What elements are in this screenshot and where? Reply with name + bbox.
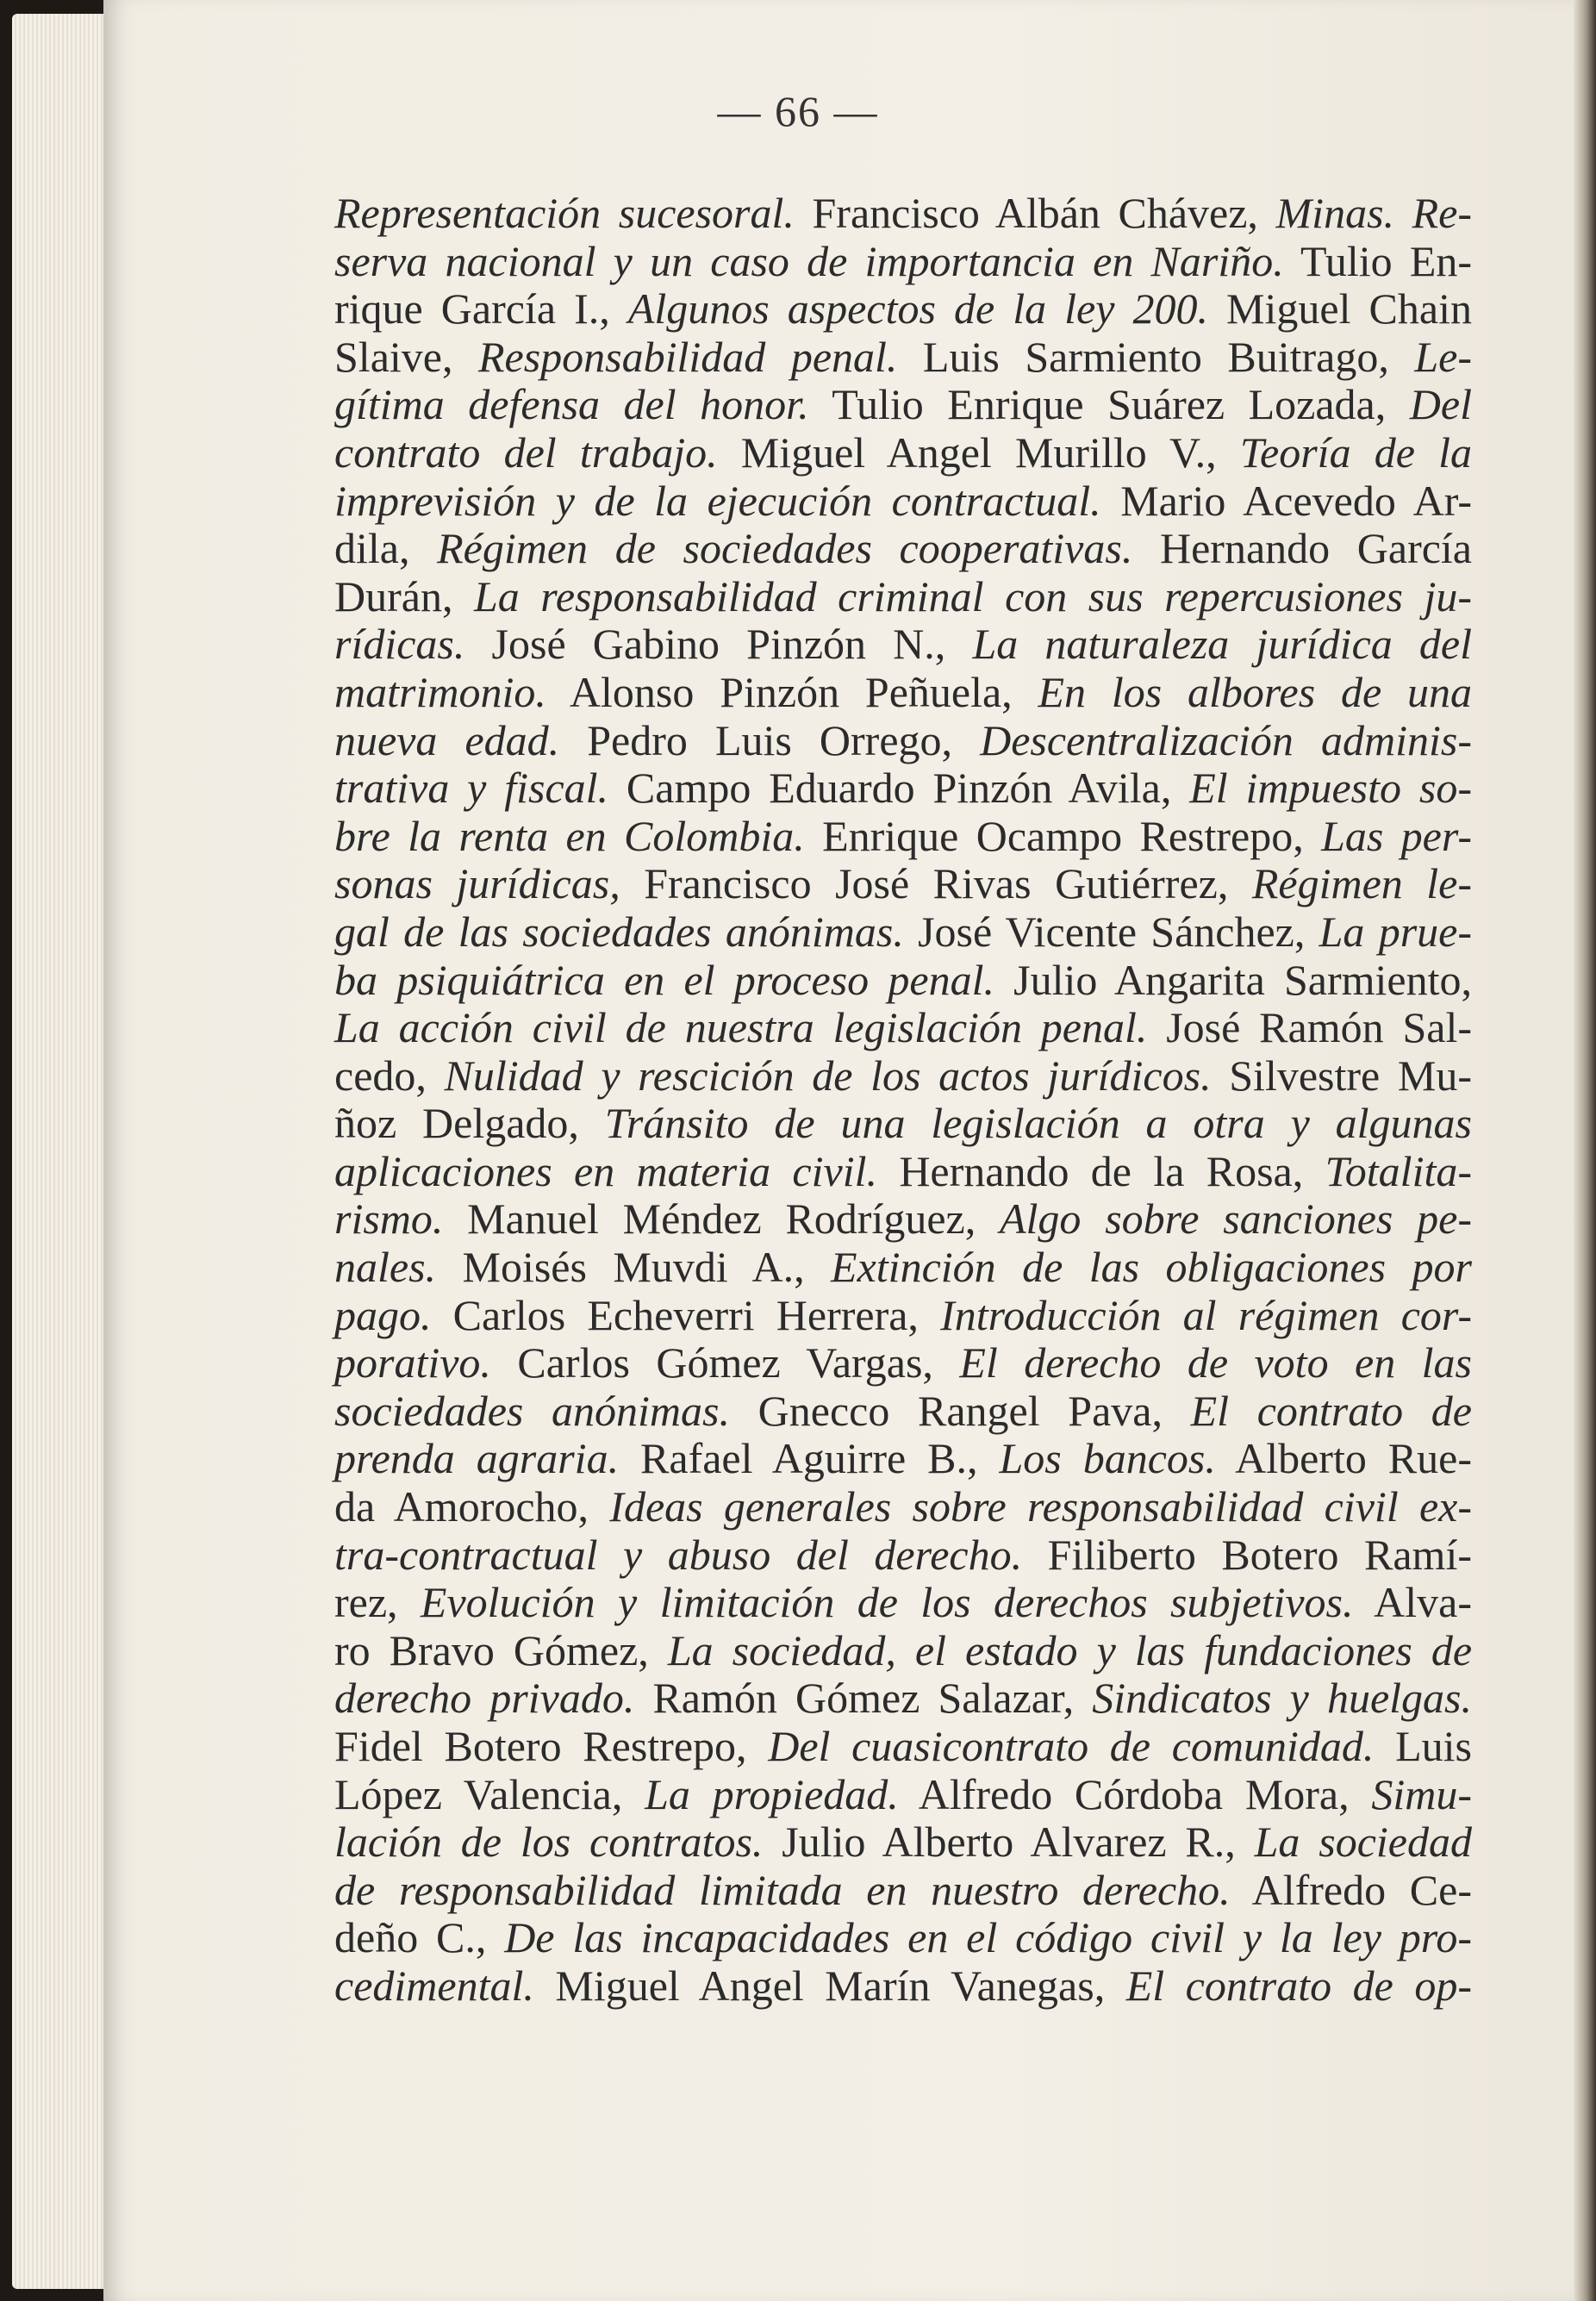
author-segment: Alfredo Córdoba Mora, xyxy=(898,1769,1372,1818)
text-line xyxy=(334,1579,1472,1627)
text-line xyxy=(334,1867,1472,1915)
title-segment: La prue- xyxy=(1319,907,1472,956)
title-segment: Régimen de sociedades cooperativas. xyxy=(437,524,1133,573)
text-line xyxy=(334,1387,1472,1436)
title-segment: Sindicatos y huelgas. xyxy=(1092,1674,1472,1723)
title-segment: lación de los contratos. xyxy=(334,1818,764,1867)
text-line xyxy=(334,1435,1472,1483)
text-line xyxy=(334,1052,1472,1101)
title-segment: aplicaciones en materia civil. xyxy=(334,1146,877,1195)
text-line xyxy=(334,1292,1472,1340)
author-segment: Pedro Luis Orrego, xyxy=(559,715,981,764)
title-segment: Introducción al régimen cor- xyxy=(940,1290,1472,1339)
author-segment: José Ramón Sal- xyxy=(1147,1003,1472,1052)
text-line xyxy=(334,1339,1472,1387)
text-line xyxy=(334,1674,1472,1723)
title-segment: El derecho de voto en las xyxy=(959,1338,1472,1387)
author-segment: ro Bravo Gómez, xyxy=(334,1625,668,1674)
text-line xyxy=(334,908,1472,957)
title-segment: El impuesto so- xyxy=(1189,764,1472,813)
title-segment: Representación sucesoral. xyxy=(334,189,795,237)
author-segment: Campo Eduardo Pinzón Avila, xyxy=(608,764,1190,813)
author-segment: dila, xyxy=(334,524,438,573)
author-segment: Fidel Botero Restrepo, xyxy=(334,1722,769,1770)
title-segment: gal de las sociedades anónimas. xyxy=(334,907,904,956)
author-segment: Durán, xyxy=(334,571,474,620)
text-line xyxy=(334,669,1472,717)
title-segment: Responsabilidad penal. xyxy=(477,332,898,381)
text-line xyxy=(334,1100,1472,1148)
title-segment: Minas. Re- xyxy=(1275,189,1473,237)
title-segment: derecho privado. xyxy=(334,1674,635,1723)
author-segment: Mario Acevedo Ar- xyxy=(1100,476,1472,525)
title-segment: La sociedad, el estado y las fundaciones de xyxy=(667,1625,1473,1674)
text-line xyxy=(334,1483,1472,1531)
author-segment: Francisco José Rivas Gutiérrez, xyxy=(620,859,1252,908)
author-segment: Moisés Muvdi A., xyxy=(436,1243,832,1292)
text-line xyxy=(334,1818,1472,1867)
title-segment: La sociedad xyxy=(1254,1818,1472,1867)
author-segment: Alberto Rue- xyxy=(1215,1434,1472,1483)
author-segment: rique García I., xyxy=(334,284,628,334)
author-segment: Enrique Ocampo Restrepo, xyxy=(804,811,1322,860)
page-number: — 66 — xyxy=(717,87,879,135)
title-segment: El contrato de op- xyxy=(1125,1961,1472,2010)
title-segment: Descentralización adminis- xyxy=(980,715,1472,764)
title-segment: Ideas generales sobre responsabilidad civil ex- xyxy=(609,1482,1472,1531)
text-line xyxy=(334,238,1472,286)
author-segment: Miguel Angel Marín Vanegas, xyxy=(533,1961,1126,2010)
author-segment: Miguel Chain xyxy=(1208,284,1472,334)
text-line xyxy=(334,190,1472,238)
text-line xyxy=(334,1148,1472,1196)
author-segment: Carlos Gómez Vargas, xyxy=(490,1338,960,1387)
title-segment: ba psiquiátrica en el proceso penal. xyxy=(334,955,994,1004)
title-segment: sonas jurídicas, xyxy=(334,859,620,908)
title-segment: Nulidad y rescición de los actos jurídicos. xyxy=(444,1051,1212,1100)
title-segment: Evolución y limitación de los derechos subjetivos. xyxy=(420,1578,1354,1627)
title-segment: Del xyxy=(1409,380,1472,429)
title-segment: porativo. xyxy=(334,1338,491,1387)
title-segment: nueva edad. xyxy=(334,715,560,764)
title-segment: Teoría de la xyxy=(1239,427,1472,477)
title-segment: Totalita- xyxy=(1325,1146,1472,1195)
title-segment: La acción civil de nuestra legislación penal. xyxy=(334,1003,1148,1052)
text-line xyxy=(334,764,1472,813)
title-segment: prenda agraria. xyxy=(334,1434,620,1483)
title-segment: tra-contractual y abuso del derecho. xyxy=(334,1530,1023,1579)
author-segment: Manuel Méndez Rodríguez, xyxy=(443,1194,1000,1244)
title-segment: Las per- xyxy=(1321,811,1472,860)
author-segment: López Valencia, xyxy=(334,1769,645,1818)
text-line xyxy=(334,1531,1472,1580)
title-segment: Del cuasicontrato de comunidad. xyxy=(768,1722,1375,1770)
author-segment: Carlos Echeverri Herrera, xyxy=(431,1290,941,1339)
body-text xyxy=(334,190,1472,2011)
author-segment: Alfredo Ce- xyxy=(1230,1865,1472,1914)
title-segment: Algunos aspectos de la ley 200. xyxy=(627,284,1208,334)
text-line xyxy=(334,1723,1472,1771)
title-segment: rismo. xyxy=(334,1194,444,1244)
text-line xyxy=(334,381,1472,429)
title-segment: pago. xyxy=(334,1290,432,1339)
text-line xyxy=(334,334,1472,382)
author-segment: deño C., xyxy=(334,1913,505,1962)
author-segment: José Vicente Sánchez, xyxy=(903,907,1319,956)
author-segment: Slaive, xyxy=(334,332,478,381)
title-segment: gítima defensa del honor. xyxy=(334,380,809,429)
author-segment: Julio Angarita Sarmiento, xyxy=(994,955,1472,1004)
title-segment: bre la renta en Colombia. xyxy=(334,811,805,860)
text-line xyxy=(334,813,1472,861)
author-segment: Tulio En- xyxy=(1283,236,1473,285)
page-stack-edge xyxy=(12,14,114,2289)
author-segment: Julio Alberto Alvarez R., xyxy=(763,1818,1255,1867)
title-segment: Extinción de las obligaciones por xyxy=(831,1243,1472,1292)
title-segment: de responsabilidad limitada en nuestro derecho. xyxy=(334,1865,1231,1914)
title-segment: Algo sobre sanciones pe- xyxy=(1000,1194,1472,1244)
title-segment: Tránsito de una legislación a otra y algunas xyxy=(604,1099,1473,1148)
title-segment: La propiedad. xyxy=(645,1769,899,1818)
text-line xyxy=(334,1244,1472,1292)
author-segment: Rafael Aguirre B., xyxy=(619,1434,1000,1483)
page-right-edge xyxy=(1574,0,1596,2301)
text-line xyxy=(334,477,1472,526)
title-segment: De las incapacidades en el código civil y la ley pro- xyxy=(504,1913,1472,1962)
text-line xyxy=(334,1627,1472,1675)
author-segment: Luis Sarmiento Buitrago, xyxy=(897,332,1415,381)
title-segment: contrato del trabajo. xyxy=(334,427,718,477)
text-line xyxy=(334,717,1472,765)
author-segment: Tulio Enrique Suárez Lozada, xyxy=(808,380,1410,429)
author-segment: Miguel Angel Murillo V., xyxy=(717,427,1240,477)
title-segment: imprevisión y de la ejecución contractual. xyxy=(334,476,1101,525)
text-line xyxy=(334,525,1472,573)
author-segment: Luis xyxy=(1374,1722,1472,1770)
author-segment: José Gabino Pinzón N., xyxy=(464,620,973,669)
author-segment: Filiberto Botero Ramí- xyxy=(1022,1530,1472,1579)
title-segment: Le- xyxy=(1414,332,1472,381)
title-segment: La naturaleza jurídica del xyxy=(972,620,1473,669)
title-segment: La responsabilidad criminal con sus repercusiones ju- xyxy=(473,571,1472,620)
title-segment: Régimen le- xyxy=(1251,859,1473,908)
author-segment: Gnecco Rangel Pava, xyxy=(730,1386,1191,1435)
author-segment: Hernando de la Rosa, xyxy=(877,1146,1325,1195)
text-line xyxy=(334,285,1472,334)
author-segment: cedo, xyxy=(334,1051,445,1100)
author-segment: Alva- xyxy=(1353,1578,1472,1627)
author-segment: Alonso Pinzón Peñuela, xyxy=(546,667,1038,716)
title-segment: serva nacional y un caso de importancia en Nariño. xyxy=(334,236,1284,285)
author-segment: rez, xyxy=(334,1578,421,1627)
author-segment: da Amorocho, xyxy=(334,1482,610,1531)
title-segment: El contrato de xyxy=(1190,1386,1472,1435)
text-line xyxy=(334,1771,1472,1819)
title-segment: nales. xyxy=(334,1243,437,1292)
text-line xyxy=(334,429,1472,477)
text-line xyxy=(334,1914,1472,1962)
author-segment: Hernando García xyxy=(1132,524,1473,573)
title-segment: trativa y fiscal. xyxy=(334,764,609,813)
text-line xyxy=(334,1004,1472,1052)
author-segment: Ramón Gómez Salazar, xyxy=(634,1674,1093,1723)
title-segment: Simu- xyxy=(1371,1769,1472,1818)
title-segment: cedimental. xyxy=(334,1961,534,2010)
author-segment: Silvestre Mu- xyxy=(1211,1051,1472,1100)
title-segment: matrimonio. xyxy=(334,667,546,716)
title-segment: sociedades anónimas. xyxy=(334,1386,730,1435)
text-line xyxy=(334,620,1472,669)
text-line xyxy=(334,1195,1472,1244)
title-segment: Los bancos. xyxy=(999,1434,1216,1483)
title-segment: En los albores de una xyxy=(1038,667,1472,716)
text-line xyxy=(334,860,1472,908)
text-line xyxy=(334,957,1472,1005)
author-segment: Francisco Albán Chávez, xyxy=(794,189,1276,237)
text-line xyxy=(334,1962,1472,2011)
title-segment: rídicas. xyxy=(334,620,465,669)
author-segment: ñoz Delgado, xyxy=(334,1099,605,1148)
text-line xyxy=(334,573,1472,621)
